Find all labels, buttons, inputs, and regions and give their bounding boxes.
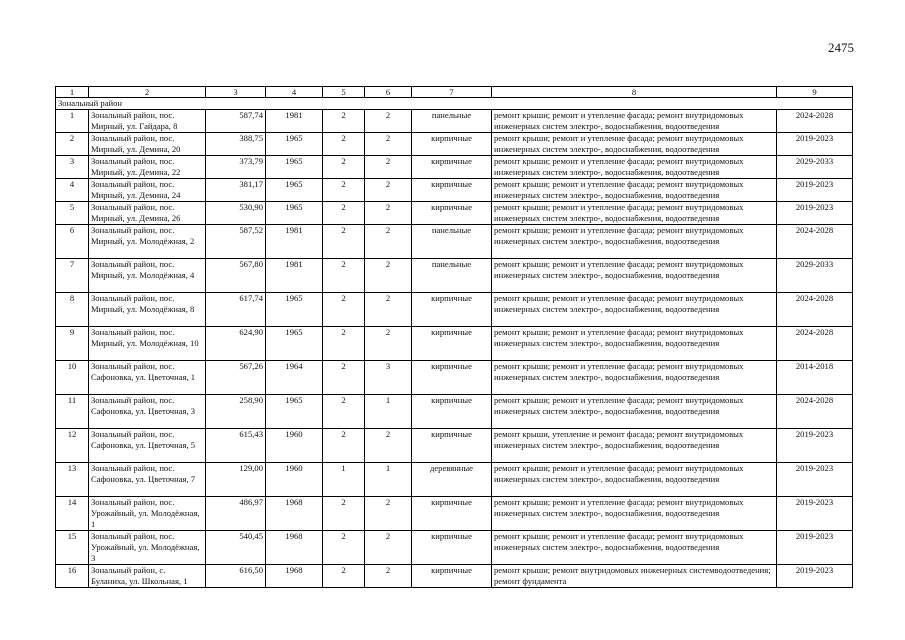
- period-cell: 2019-2023: [777, 429, 853, 463]
- row-number-cell: 13: [56, 463, 89, 497]
- period-cell: 2024-2028: [777, 110, 853, 133]
- address-cell: Зональный район, пос. Урожайный, ул. Молодёжная, 3: [89, 531, 206, 565]
- period-cell: 2019-2023: [777, 133, 853, 156]
- address-cell: Зональный район, пос. Сафоновка, ул. Цветочная, 1: [89, 361, 206, 395]
- address-cell: Зональный район, пос. Сафоновка, ул. Цветочная, 7: [89, 463, 206, 497]
- address-cell: Зональный район, пос. Мирный, ул. Молодёжная, 2: [89, 225, 206, 259]
- row-number-cell: 10: [56, 361, 89, 395]
- address-cell: Зональный район, пос. Мирный, ул. Демина, 20: [89, 133, 206, 156]
- period-cell: 2019-2023: [777, 463, 853, 497]
- entrances-cell: 2: [365, 293, 412, 327]
- address-cell: Зональный район, пос. Мирный, ул. Молодёжная, 8: [89, 293, 206, 327]
- year-cell: 1965: [266, 133, 323, 156]
- year-cell: 1981: [266, 110, 323, 133]
- area-cell: 530,90: [206, 202, 266, 225]
- area-cell: 258,90: [206, 395, 266, 429]
- works-cell: ремонт крыши; ремонт внутридомовых инженерных системводоотведения; ремонт фундамента: [492, 565, 777, 588]
- entrances-cell: 2: [365, 565, 412, 588]
- year-cell: 1968: [266, 497, 323, 531]
- wall-material-cell: кирпичные: [412, 395, 492, 429]
- housing-register-table: [55, 86, 853, 588]
- wall-material-cell: кирпичные: [412, 156, 492, 179]
- area-cell: 388,75: [206, 133, 266, 156]
- period-cell: 2019-2023: [777, 202, 853, 225]
- entrances-cell: 2: [365, 259, 412, 293]
- table-row: [56, 179, 853, 202]
- entrances-cell: 1: [365, 395, 412, 429]
- floors-cell: 2: [323, 565, 365, 588]
- entrances-cell: 2: [365, 156, 412, 179]
- year-cell: 1968: [266, 565, 323, 588]
- works-cell: ремонт крыши; ремонт и утепление фасада; ремонт внутридомовых инженерных систем электро-, водоснабжения, водоотведения: [492, 361, 777, 395]
- year-cell: 1981: [266, 225, 323, 259]
- table-row: [56, 110, 853, 133]
- row-number-cell: 12: [56, 429, 89, 463]
- area-cell: 373,79: [206, 156, 266, 179]
- row-number-cell: 4: [56, 179, 89, 202]
- wall-material-cell: деревянные: [412, 463, 492, 497]
- table-row: [56, 202, 853, 225]
- works-cell: ремонт крыши; ремонт и утепление фасада; ремонт внутридомовых инженерных систем электро-, водоснабжения, водоотведения: [492, 327, 777, 361]
- works-cell: ремонт крыши; ремонт и утепление фасада; ремонт внутридомовых инженерных систем электро-, водоснабжения, водоотведения: [492, 497, 777, 531]
- works-cell: ремонт крыши; ремонт и утепление фасада; ремонт внутридомовых инженерных систем электро-, водоснабжения, водоотведения: [492, 395, 777, 429]
- table-row: [56, 293, 853, 327]
- period-cell: 2024-2028: [777, 225, 853, 259]
- year-cell: 1965: [266, 395, 323, 429]
- area-cell: 617,74: [206, 293, 266, 327]
- column-number: 3: [206, 87, 266, 98]
- column-number: 8: [492, 87, 777, 98]
- floors-cell: 2: [323, 361, 365, 395]
- area-cell: 486,97: [206, 497, 266, 531]
- year-cell: 1965: [266, 327, 323, 361]
- address-cell: Зональный район, пос. Мирный, ул. Демина, 22: [89, 156, 206, 179]
- table-row: [56, 531, 853, 565]
- column-number: 9: [777, 87, 853, 98]
- wall-material-cell: кирпичные: [412, 565, 492, 588]
- table-row: [56, 361, 853, 395]
- row-number-cell: 15: [56, 531, 89, 565]
- area-cell: 615,43: [206, 429, 266, 463]
- column-number: 7: [412, 87, 492, 98]
- floors-cell: 2: [323, 429, 365, 463]
- address-cell: Зональный район, пос. Мирный, ул. Молодёжная, 10: [89, 327, 206, 361]
- works-cell: ремонт крыши; ремонт и утепление фасада; ремонт внутридомовых инженерных систем электро-, водоснабжения, водоотведения: [492, 225, 777, 259]
- table-row: [56, 463, 853, 497]
- works-cell: ремонт крыши; ремонт и утепление фасада; ремонт внутридомовых инженерных систем электро-, водоснабжения, водоотведения: [492, 259, 777, 293]
- wall-material-cell: кирпичные: [412, 361, 492, 395]
- district-title: Зональный район: [56, 98, 853, 110]
- address-cell: Зональный район, пос. Мирный, ул. Демина, 26: [89, 202, 206, 225]
- year-cell: 1981: [266, 259, 323, 293]
- table-row: [56, 565, 853, 588]
- period-cell: 2019-2023: [777, 497, 853, 531]
- wall-material-cell: кирпичные: [412, 133, 492, 156]
- works-cell: ремонт крыши; ремонт и утепление фасада; ремонт внутридомовых инженерных систем электро-, водоснабжения, водоотведения: [492, 156, 777, 179]
- floors-cell: 2: [323, 293, 365, 327]
- wall-material-cell: панельные: [412, 259, 492, 293]
- entrances-cell: 2: [365, 202, 412, 225]
- district-row: [56, 98, 853, 110]
- wall-material-cell: кирпичные: [412, 531, 492, 565]
- floors-cell: 2: [323, 110, 365, 133]
- area-cell: 624,90: [206, 327, 266, 361]
- area-cell: 381,17: [206, 179, 266, 202]
- year-cell: 1968: [266, 531, 323, 565]
- row-number-cell: 11: [56, 395, 89, 429]
- period-cell: 2019-2023: [777, 565, 853, 588]
- table-row: [56, 133, 853, 156]
- area-cell: 129,00: [206, 463, 266, 497]
- year-cell: 1965: [266, 156, 323, 179]
- address-cell: Зональный район, с. Буланиха, ул. Школьная, 1: [89, 565, 206, 588]
- entrances-cell: 2: [365, 179, 412, 202]
- wall-material-cell: кирпичные: [412, 497, 492, 531]
- period-cell: 2019-2023: [777, 531, 853, 565]
- row-number-cell: 9: [56, 327, 89, 361]
- column-number-row: [56, 87, 853, 98]
- address-cell: Зональный район, пос. Мирный, ул. Гайдара, 8: [89, 110, 206, 133]
- floors-cell: 2: [323, 531, 365, 565]
- address-cell: Зональный район, пос. Урожайный, ул. Молодёжная, 1: [89, 497, 206, 531]
- column-number: 6: [365, 87, 412, 98]
- row-number-cell: 3: [56, 156, 89, 179]
- period-cell: 2024-2028: [777, 293, 853, 327]
- area-cell: 616,50: [206, 565, 266, 588]
- column-number: 2: [89, 87, 206, 98]
- floors-cell: 2: [323, 202, 365, 225]
- floors-cell: 2: [323, 259, 365, 293]
- area-cell: 540,45: [206, 531, 266, 565]
- column-number: 1: [56, 87, 89, 98]
- table-row: [56, 156, 853, 179]
- page-number: 2475: [828, 40, 854, 55]
- column-number: 4: [266, 87, 323, 98]
- works-cell: ремонт крыши; ремонт и утепление фасада; ремонт внутридомовых инженерных систем электро-, водоснабжения, водоотведения: [492, 179, 777, 202]
- period-cell: 2019-2023: [777, 179, 853, 202]
- works-cell: ремонт крыши; ремонт и утепление фасада; ремонт внутридомовых инженерных систем электро-, водоснабжения, водоотведения: [492, 133, 777, 156]
- period-cell: 2024-2028: [777, 327, 853, 361]
- area-cell: 587,52: [206, 225, 266, 259]
- row-number-cell: 14: [56, 497, 89, 531]
- entrances-cell: 2: [365, 531, 412, 565]
- row-number-cell: 2: [56, 133, 89, 156]
- floors-cell: 2: [323, 225, 365, 259]
- works-cell: ремонт крыши; ремонт и утепление фасада; ремонт внутридомовых инженерных систем электро-, водоснабжения, водоотведения: [492, 110, 777, 133]
- column-number: 5: [323, 87, 365, 98]
- floors-cell: 2: [323, 327, 365, 361]
- entrances-cell: 2: [365, 225, 412, 259]
- entrances-cell: 2: [365, 429, 412, 463]
- row-number-cell: 7: [56, 259, 89, 293]
- floors-cell: 2: [323, 179, 365, 202]
- wall-material-cell: кирпичные: [412, 429, 492, 463]
- area-cell: 587,74: [206, 110, 266, 133]
- entrances-cell: 2: [365, 327, 412, 361]
- table-body: [56, 110, 853, 588]
- year-cell: 1965: [266, 293, 323, 327]
- works-cell: ремонт крыши; ремонт и утепление фасада; ремонт внутридомовых инженерных систем электро-, водоснабжения, водоотведения: [492, 531, 777, 565]
- row-number-cell: 8: [56, 293, 89, 327]
- wall-material-cell: кирпичные: [412, 293, 492, 327]
- floors-cell: 2: [323, 156, 365, 179]
- year-cell: 1965: [266, 179, 323, 202]
- address-cell: Зональный район, пос. Сафоновка, ул. Цветочная, 5: [89, 429, 206, 463]
- area-cell: 567,80: [206, 259, 266, 293]
- wall-material-cell: панельные: [412, 110, 492, 133]
- works-cell: ремонт крыши; ремонт и утепление фасада; ремонт внутридомовых инженерных систем электро-, водоснабжения, водоотведения: [492, 202, 777, 225]
- year-cell: 1960: [266, 463, 323, 497]
- row-number-cell: 1: [56, 110, 89, 133]
- table-row: [56, 497, 853, 531]
- address-cell: Зональный район, пос. Сафоновка, ул. Цветочная, 3: [89, 395, 206, 429]
- table-row: [56, 429, 853, 463]
- floors-cell: 2: [323, 133, 365, 156]
- year-cell: 1960: [266, 429, 323, 463]
- table-row: [56, 395, 853, 429]
- table-row: [56, 327, 853, 361]
- entrances-cell: 2: [365, 110, 412, 133]
- wall-material-cell: кирпичные: [412, 179, 492, 202]
- works-cell: ремонт крыши; ремонт и утепление фасада; ремонт внутридомовых инженерных систем электро-, водоснабжения, водоотведения: [492, 293, 777, 327]
- area-cell: 567,26: [206, 361, 266, 395]
- address-cell: Зональный район, пос. Мирный, ул. Молодёжная, 4: [89, 259, 206, 293]
- wall-material-cell: панельные: [412, 225, 492, 259]
- floors-cell: 1: [323, 463, 365, 497]
- table-row: [56, 259, 853, 293]
- period-cell: 2029-2033: [777, 259, 853, 293]
- floors-cell: 2: [323, 497, 365, 531]
- row-number-cell: 6: [56, 225, 89, 259]
- period-cell: 2014-2018: [777, 361, 853, 395]
- table-row: [56, 225, 853, 259]
- works-cell: ремонт крыши, утепление и ремонт фасада; ремонт внутридомовых инженерных систем электро-, водоснабжения, водоотведения: [492, 429, 777, 463]
- period-cell: 2029-2033: [777, 156, 853, 179]
- floors-cell: 2: [323, 395, 365, 429]
- row-number-cell: 16: [56, 565, 89, 588]
- year-cell: 1965: [266, 202, 323, 225]
- entrances-cell: 1: [365, 463, 412, 497]
- row-number-cell: 5: [56, 202, 89, 225]
- address-cell: Зональный район, пос. Мирный, ул. Демина, 24: [89, 179, 206, 202]
- wall-material-cell: кирпичные: [412, 202, 492, 225]
- entrances-cell: 2: [365, 133, 412, 156]
- period-cell: 2024-2028: [777, 395, 853, 429]
- entrances-cell: 3: [365, 361, 412, 395]
- works-cell: ремонт крыши; ремонт и утепление фасада; ремонт внутридомовых инженерных систем электро-, водоснабжения, водоотведения: [492, 463, 777, 497]
- wall-material-cell: кирпичные: [412, 327, 492, 361]
- year-cell: 1964: [266, 361, 323, 395]
- entrances-cell: 2: [365, 497, 412, 531]
